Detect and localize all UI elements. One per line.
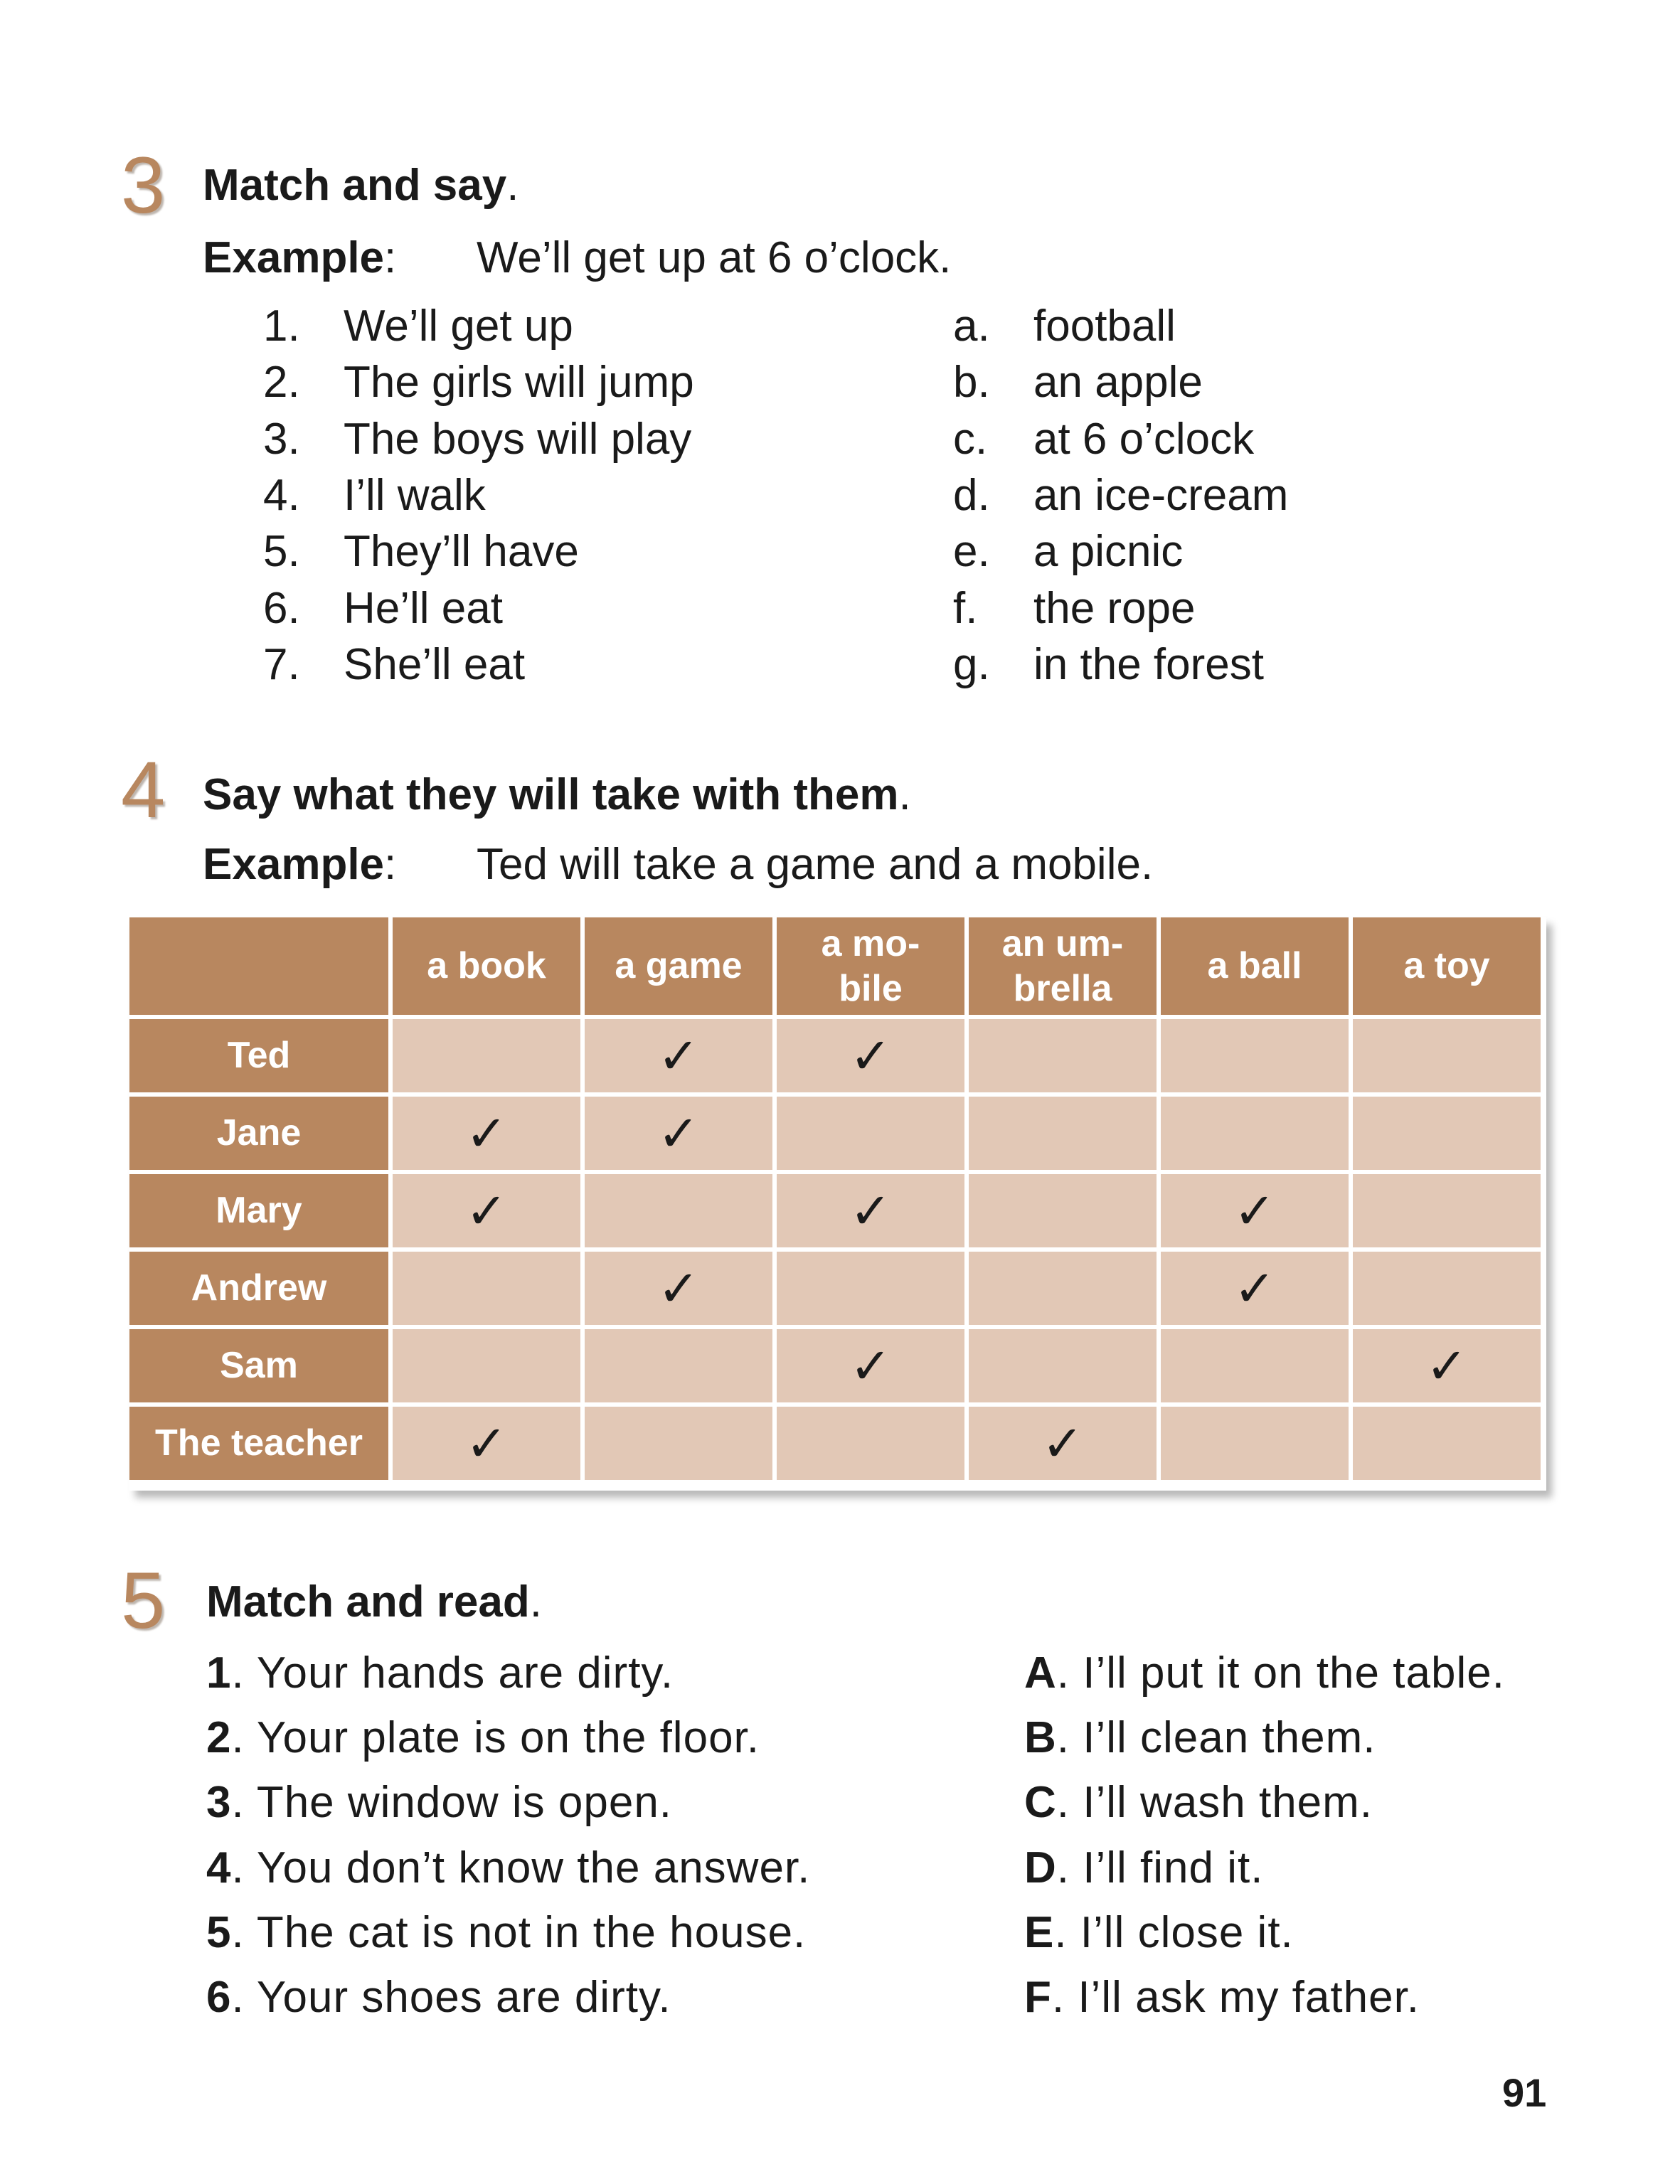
table-cell [969, 1174, 1157, 1247]
exercise-5-title-text: Match and read [206, 1577, 530, 1626]
column-header [777, 917, 964, 1015]
column-header [585, 917, 772, 1015]
checkmark-icon: ✓ [657, 1026, 700, 1085]
checkmark-icon: ✓ [465, 1104, 508, 1163]
sentence-text: . Your plate is on the floor. [231, 1713, 760, 1762]
sentence-text: . The window is open. [231, 1778, 673, 1827]
sentence-text: . You don’t know the answer. [231, 1843, 811, 1892]
response-text: . I’ll ask my father. [1051, 1973, 1420, 2022]
checkmark-icon: ✓ [657, 1259, 700, 1318]
response-item [1024, 1843, 1264, 1892]
response-letter: A [1024, 1648, 1057, 1698]
item-text: football [1033, 302, 1176, 351]
item-number: 5. [263, 527, 300, 576]
sentence-item [206, 1778, 673, 1827]
column-header-line1: a toy [1403, 945, 1490, 987]
match-left-item [263, 358, 903, 407]
table-cell [1161, 1174, 1349, 1247]
table-cell [969, 1252, 1157, 1325]
exercise-3-title-text: Match and say [203, 161, 507, 210]
table-cell [1353, 1329, 1541, 1402]
item-number: 2. [263, 358, 300, 407]
table-cell [585, 1097, 772, 1170]
table-cell [393, 1407, 580, 1480]
column-header-line1: a mo- [821, 923, 920, 965]
table-cell [777, 1097, 964, 1170]
match-left-item [263, 640, 903, 690]
item-text: He’ll eat [344, 584, 503, 633]
column-header [1353, 917, 1541, 1015]
match-left-item [263, 584, 903, 634]
match-right-item [953, 358, 1522, 407]
column-header-line2: bile [839, 967, 903, 1009]
table-cell [393, 1174, 580, 1247]
item-letter: c. [953, 415, 988, 464]
exercise-4-example-label: Example [203, 840, 385, 889]
checkmark-icon: ✓ [849, 1181, 892, 1240]
sentence-text: . Your hands are dirty. [231, 1648, 674, 1698]
table-cell [1161, 1329, 1349, 1402]
response-item [1024, 1973, 1420, 2022]
table-cell [1353, 1019, 1541, 1092]
sentence-item [206, 1648, 674, 1698]
response-letter: B [1024, 1713, 1057, 1762]
exercise-4-title-text: Say what they will take with them [203, 770, 899, 819]
table-cell [969, 1019, 1157, 1092]
exercise-4-title-punct: . [898, 770, 911, 819]
response-letter: E [1024, 1908, 1055, 1957]
table-cell [585, 1407, 772, 1480]
table-cell [1353, 1097, 1541, 1170]
item-letter: d. [953, 471, 990, 520]
table-cell [585, 1329, 772, 1402]
exercise-3-number: 3 [121, 141, 166, 230]
table-cell [777, 1329, 964, 1402]
table-corner-cell [129, 917, 388, 1015]
response-text: . I’ll find it. [1056, 1843, 1264, 1892]
row-header: Ted [129, 1019, 388, 1092]
table-cell [393, 1329, 580, 1402]
match-right-item [953, 527, 1522, 577]
item-text: We’ll get up [344, 302, 573, 351]
column-header-line2: brella [1013, 967, 1112, 1009]
response-item [1024, 1908, 1294, 1957]
item-text: The boys will play [344, 415, 692, 464]
page-number: 91 [1502, 2070, 1547, 2115]
column-header [969, 917, 1157, 1015]
exercise-5-title-punct: . [529, 1577, 543, 1626]
item-letter: b. [953, 358, 990, 407]
checkmark-icon: ✓ [1425, 1336, 1468, 1395]
exercise-4-example-colon: : [384, 840, 397, 889]
response-letter: F [1024, 1973, 1052, 2022]
column-header [1161, 917, 1349, 1015]
sentence-number: 2 [206, 1713, 232, 1762]
table-cell [1353, 1407, 1541, 1480]
item-text: a picnic [1033, 527, 1184, 576]
column-header [393, 917, 580, 1015]
table-cell [777, 1019, 964, 1092]
checkmark-icon: ✓ [849, 1026, 892, 1085]
table-cell [393, 1019, 580, 1092]
item-text: at 6 o’clock [1033, 415, 1255, 464]
exercise-3-title-punct: . [506, 161, 519, 210]
response-letter: D [1024, 1843, 1057, 1892]
table-cell [585, 1252, 772, 1325]
item-number: 3. [263, 415, 300, 464]
match-right-item [953, 471, 1522, 521]
item-number: 4. [263, 471, 300, 520]
checkmark-icon: ✓ [465, 1181, 508, 1240]
table-cell [1353, 1252, 1541, 1325]
table-cell [777, 1252, 964, 1325]
sentence-text: . The cat is not in the house. [231, 1908, 807, 1957]
item-text: They’ll have [344, 527, 579, 576]
item-text: an ice-cream [1033, 471, 1289, 520]
response-letter: C [1024, 1778, 1057, 1827]
exercise-3-example [203, 233, 1127, 286]
response-item [1024, 1713, 1376, 1762]
match-left-item [263, 527, 903, 577]
sentence-number: 5 [206, 1908, 232, 1957]
match-left-item [263, 471, 903, 521]
item-text: The girls will jump [344, 358, 694, 407]
exercise-3-example-label: Example [203, 233, 385, 282]
table-cell [1161, 1252, 1349, 1325]
item-text: I’ll walk [344, 471, 486, 520]
sentence-number: 6 [206, 1973, 232, 2022]
exercise-5-number: 5 [121, 1556, 166, 1645]
exercise-4-number: 4 [121, 745, 166, 834]
exercise-4-example [203, 840, 1483, 893]
response-item [1024, 1778, 1373, 1827]
row-header: The teacher [129, 1407, 388, 1480]
match-right-item [953, 417, 1522, 464]
item-text: an apple [1033, 358, 1203, 407]
item-number: 1. [263, 302, 300, 351]
sentence-number: 1 [206, 1648, 232, 1698]
response-text: . I’ll wash them. [1056, 1778, 1373, 1827]
table-cell [777, 1407, 964, 1480]
item-letter: a. [953, 302, 990, 351]
exercise-3-example-text: We’ll get up at 6 o’clock. [477, 233, 952, 282]
response-text: . I’ll clean them. [1056, 1713, 1376, 1762]
match-left-item [263, 304, 903, 351]
column-header-line1: an um- [1001, 923, 1124, 965]
sentence-number: 4 [206, 1843, 232, 1892]
sentence-text: . Your shoes are dirty. [231, 1973, 671, 2022]
row-header: Sam [129, 1329, 388, 1402]
match-right-item [953, 584, 1522, 634]
exercise-4-title [203, 770, 911, 819]
sentence-item [206, 1908, 807, 1957]
exercise-4-example-text: Ted will take a game and a mobile. [477, 840, 1154, 889]
sentence-item [206, 1713, 760, 1762]
exercise-3-example-colon: : [384, 233, 397, 282]
response-text: . I’ll put it on the table. [1056, 1648, 1505, 1698]
item-letter: g. [953, 640, 990, 689]
table-cell [1161, 1407, 1349, 1480]
checkmark-icon: ✓ [1233, 1181, 1276, 1240]
table-cell [1353, 1174, 1541, 1247]
row-header: Jane [129, 1097, 388, 1170]
row-header: Mary [129, 1174, 388, 1247]
row-header: Andrew [129, 1252, 388, 1325]
match-left-item [263, 417, 903, 464]
table-cell [777, 1174, 964, 1247]
column-header-line1: a ball [1207, 945, 1302, 987]
item-letter: e. [953, 527, 990, 576]
match-right-item [953, 304, 1522, 351]
table-cell [1161, 1097, 1349, 1170]
exercise-5-title [206, 1577, 543, 1626]
checkmark-icon: ✓ [465, 1414, 508, 1473]
checkmark-icon: ✓ [657, 1104, 700, 1163]
item-number: 7. [263, 640, 300, 689]
item-letter: f. [953, 584, 978, 633]
item-text: She’ll eat [344, 640, 526, 689]
table-cell [393, 1097, 580, 1170]
table-cell [585, 1019, 772, 1092]
match-right-item [953, 640, 1522, 690]
table-cell [969, 1329, 1157, 1402]
table-cell [585, 1174, 772, 1247]
item-number: 6. [263, 584, 300, 633]
sentence-item [206, 1843, 811, 1892]
table-cell [969, 1407, 1157, 1480]
response-item [1024, 1648, 1505, 1698]
checkmark-icon: ✓ [849, 1336, 892, 1395]
table-cell [969, 1097, 1157, 1170]
column-header-line1: a game [615, 945, 743, 987]
column-header-line1: a book [427, 945, 546, 987]
table-cell [1161, 1019, 1349, 1092]
table-cell [393, 1252, 580, 1325]
checkmark-icon: ✓ [1041, 1414, 1084, 1473]
sentence-number: 3 [206, 1778, 232, 1827]
item-text: in the forest [1033, 640, 1264, 689]
checkmark-icon: ✓ [1233, 1259, 1276, 1318]
sentence-item [206, 1973, 671, 2022]
response-text: . I’ll close it. [1054, 1908, 1294, 1957]
items-table [129, 917, 1546, 1491]
item-text: the rope [1033, 584, 1196, 633]
exercise-3-title [203, 161, 519, 210]
